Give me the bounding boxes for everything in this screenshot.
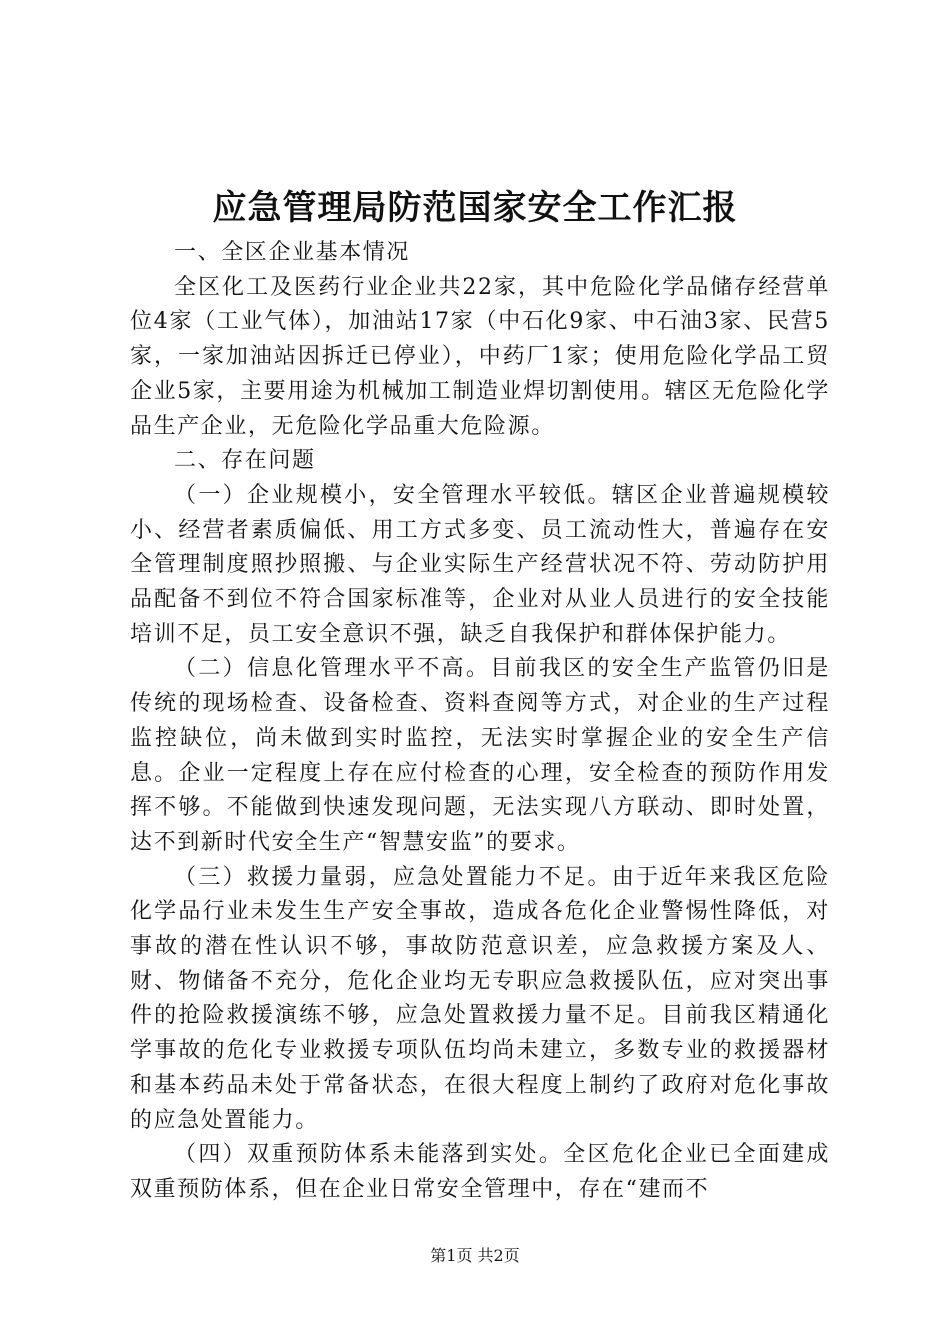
paragraph-issue-4: （四）双重预防体系未能落到实处。全区危化企业已全面建成双重预防体系，但在企业日常安全管理中，存在“建而不: [130, 1142, 830, 1202]
document-title: 应急管理局防范国家安全工作汇报: [212, 188, 738, 228]
document-body: [130, 236, 830, 1208]
section-heading-basic-info: 一、全区企业基本情况: [174, 240, 411, 265]
page-footer: 第1页 共2页: [430, 1246, 520, 1265]
paragraph-issue-1: （一）企业规模小，安全管理水平较低。辖区企业普遍规模较小、经营者素质偏低、用工方式多变、员工流动性大，普遍存在安全管理制度照抄照搬、与企业实际生产经营状况不符、劳动防护用品配备不到位不符合国家标准等，企业对从业人员进行的安全技能培训不足，员工安全意识不强，缺乏自我保护和群体保护能力。: [130, 482, 830, 647]
paragraph-issue-2: （二）信息化管理水平不高。目前我区的安全生产监管仍旧是传统的现场检查、设备检查、资料查阅等方式，对企业的生产过程监控缺位，尚未做到实时监控，无法实时掌握企业的安全生产信息。企业一定程度上存在应付检查的心理，安全检查的预防作用发挥不够。不能做到快速发现问题，无法实现八方联动、即时处置，达不到新时代安全生产“智慧安监”的要求。: [130, 656, 830, 855]
section-heading-problems: 二、存在问题: [174, 448, 316, 474]
paragraph-issue-3: （三）救援力量弱，应急处置能力不足。由于近年来我区危险化学品行业未发生生产安全事故，造成各危化企业警惕性降低，对事故的潜在性认识不够，事故防范意识差，应急救援方案及人、财、物储备不充分，危化企业均无专职应急救援队伍，应对突出事件的抢险救援演练不够，应急处置救援力量不足。目前我区精通化学事故的危化专业救援专项队伍均尚未建立，多数专业的救援器材和基本药品未处于常备状态，在很大程度上制约了政府对危化事故的应急处置能力。: [130, 864, 830, 1133]
paragraph-basic-info: 全区化工及医药行业企业共22家，其中危险化学品储存经营单位4家（工业气体），加油站17家（中石化9家、中石油3家、民营5家，一家加油站因拆迁已停业），中药厂1家；使用危险化学品工贸企业5家，主要用途为机械加工制造业焊切割使用。辖区无危险化学品生产企业，无危险化学品重大危险源。: [130, 274, 830, 439]
